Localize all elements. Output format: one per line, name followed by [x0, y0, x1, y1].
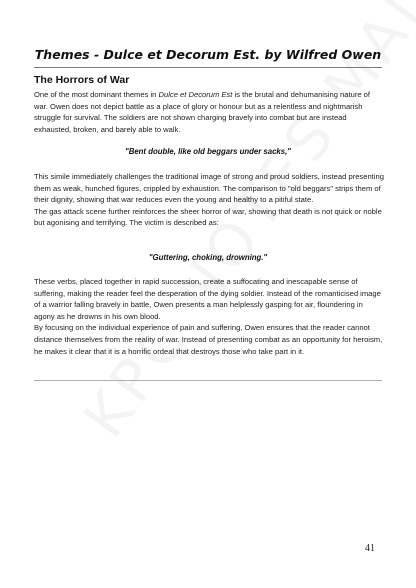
- analysis-simile: This simile immediately challenges the traditional image of strong and proud soldiers, instead presenting them as weak, hunched figures, crippled by exhaustion. The comparison to "old beggars" strips them of their dignity, showing that war reduces even the young and healthy to a pitiful state.: [34, 172, 384, 205]
- paragraph-intro: [34, 89, 384, 135]
- intro-text-a: One of the most dominant themes in: [34, 90, 159, 99]
- quote-1: "Bent double, like old beggars under sacks,": [125, 147, 291, 156]
- analysis-conclusion: By focusing on the individual experience of pain and suffering, Owen ensures that the reader cannot distance themselves from the reality of war. Instead of presenting combat as an opportunity for heroism, he makes it clear that it is a horrific ordeal that destroys those who take part in it.: [34, 323, 383, 356]
- section-heading: The Horrors of War: [34, 74, 130, 86]
- title-divider: [34, 67, 382, 68]
- paragraph-analysis-2: [34, 276, 384, 357]
- page-number: 41: [365, 543, 375, 554]
- analysis-gas-attack: The gas attack scene further reinforces the sheer horror of war, showing that death is not quick or noble but agonising and terrifying. The victim is described as:: [34, 206, 382, 228]
- poem-title-italic: Dulce et Decorum Est: [158, 90, 233, 99]
- page-title: Themes - Dulce et Decorum Est. by Wilfred Owen: [34, 47, 382, 62]
- paragraph-analysis-1: [34, 171, 384, 229]
- intro-text-b: is the brutal and dehumanising nature of war. Owen does not depict battle as a place of glory or honour but as a relentless and nightmarish struggle for survival. The soldiers are not shown charging bravely into combat but are instead exhausted, broken, and barely able to walk.: [34, 90, 371, 134]
- quote-2: "Guttering, choking, drowning.": [148, 253, 268, 262]
- section-end-divider: [34, 380, 382, 381]
- analysis-verbs: These verbs, placed together in rapid succession, create a suffocating and inescapable sense of suffering, making the reader feel the desperation of the dying soldier. Instead of the romanticised image of a warrior falling bravely in battle, Owen presents a man helplessly gasping for air, floundering in agony as he drowns in his own blood.: [34, 277, 381, 321]
